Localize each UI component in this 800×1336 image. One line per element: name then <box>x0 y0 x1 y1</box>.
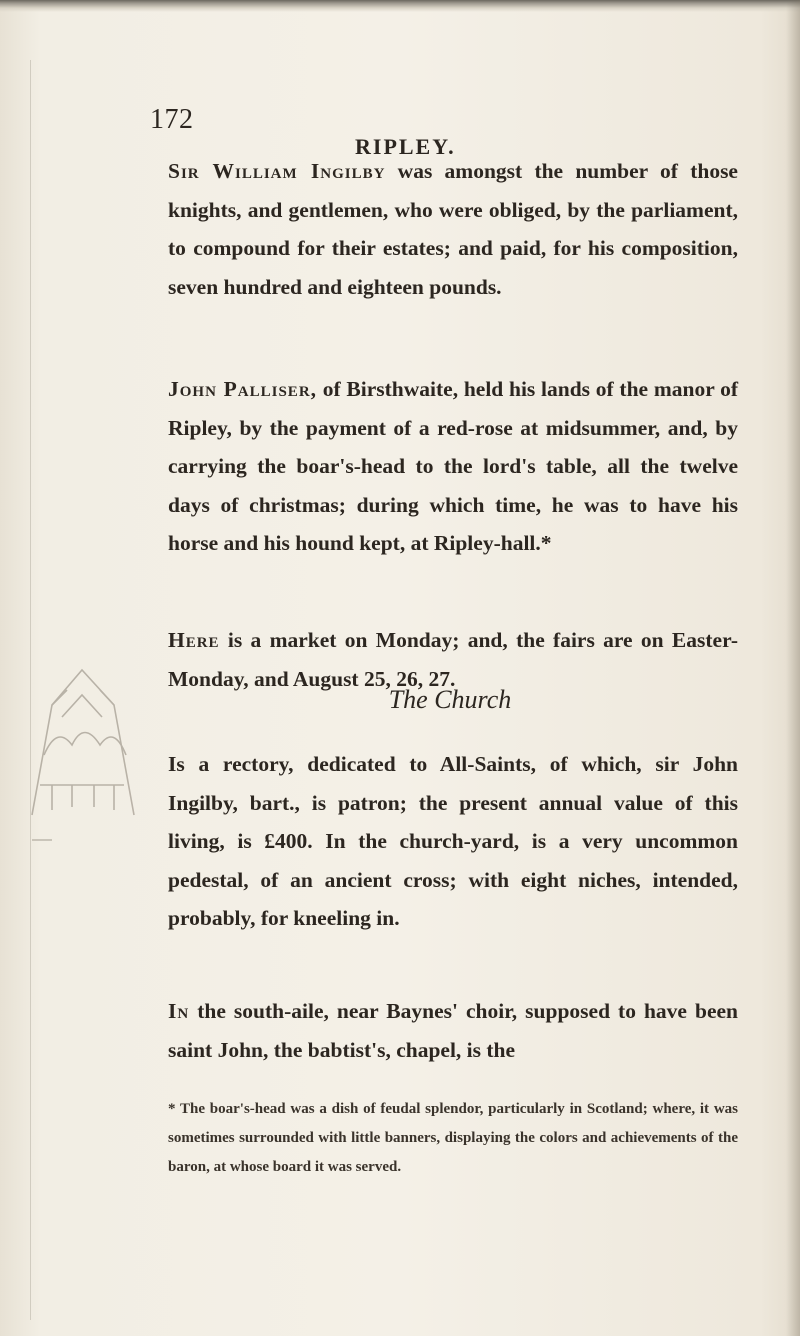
paragraph-palliser <box>168 370 738 563</box>
paragraph-text: the south-aile, near Baynes' choir, supposed to have been saint John, the babtist's, chapel, is the <box>168 999 738 1062</box>
section-heading: The Church <box>388 685 512 714</box>
paragraph-lead: Sir William Ingilby <box>168 159 386 183</box>
paragraph-text: Is a rectory, dedicated to All-Saints, of which, sir John Ingilby, bart., is patron; the present annual value of this living, is £400. In the church-yard, is a very uncommon pedestal, of an ancient cross; with eight niches, intended, probably, for kneeling in. <box>168 752 738 930</box>
page-number: 172 <box>150 104 194 135</box>
paragraph-text: was amongst the number of those knights, and gentlemen, who were obliged, by the parliament, to compound for their estates; and paid, for his composition, seven hundred and eighteen pounds. <box>168 159 738 299</box>
paragraph-lead: John Palliser, <box>168 377 318 401</box>
show-through-sketch <box>22 455 142 845</box>
right-page-edge <box>786 0 800 1336</box>
paragraph-text: of Birsthwaite, held his lands of the manor of Ripley, by the payment of a red-rose at midsummer, and, by carrying the boar's-head to the lord's table, all the twelve days of christmas; during which time, he was to have his horse and his hound kept, at Ripley-hall.* <box>168 377 738 555</box>
footnote: * The boar's-head was a dish of feudal splendor, particularly in Scotland; where, it was sometimes surrounded with little banners, displaying the colors and achievements of the baron, at whose board it was served. <box>168 1101 738 1175</box>
paragraph-ingilby <box>168 152 738 306</box>
sketch-columns <box>52 785 114 810</box>
paragraph-text: is a market on Monday; and, the fairs are on Easter-Monday, and August 25, 26, 27. <box>168 628 738 691</box>
running-head: RIPLEY. <box>355 134 456 159</box>
sketch-tracery <box>44 733 126 756</box>
paragraph-south-aile <box>168 992 738 1069</box>
paragraph-lead: Here <box>168 628 220 652</box>
paragraph-church <box>168 745 738 938</box>
paragraph-lead: In <box>168 999 190 1023</box>
top-edge-shadow <box>0 0 800 12</box>
